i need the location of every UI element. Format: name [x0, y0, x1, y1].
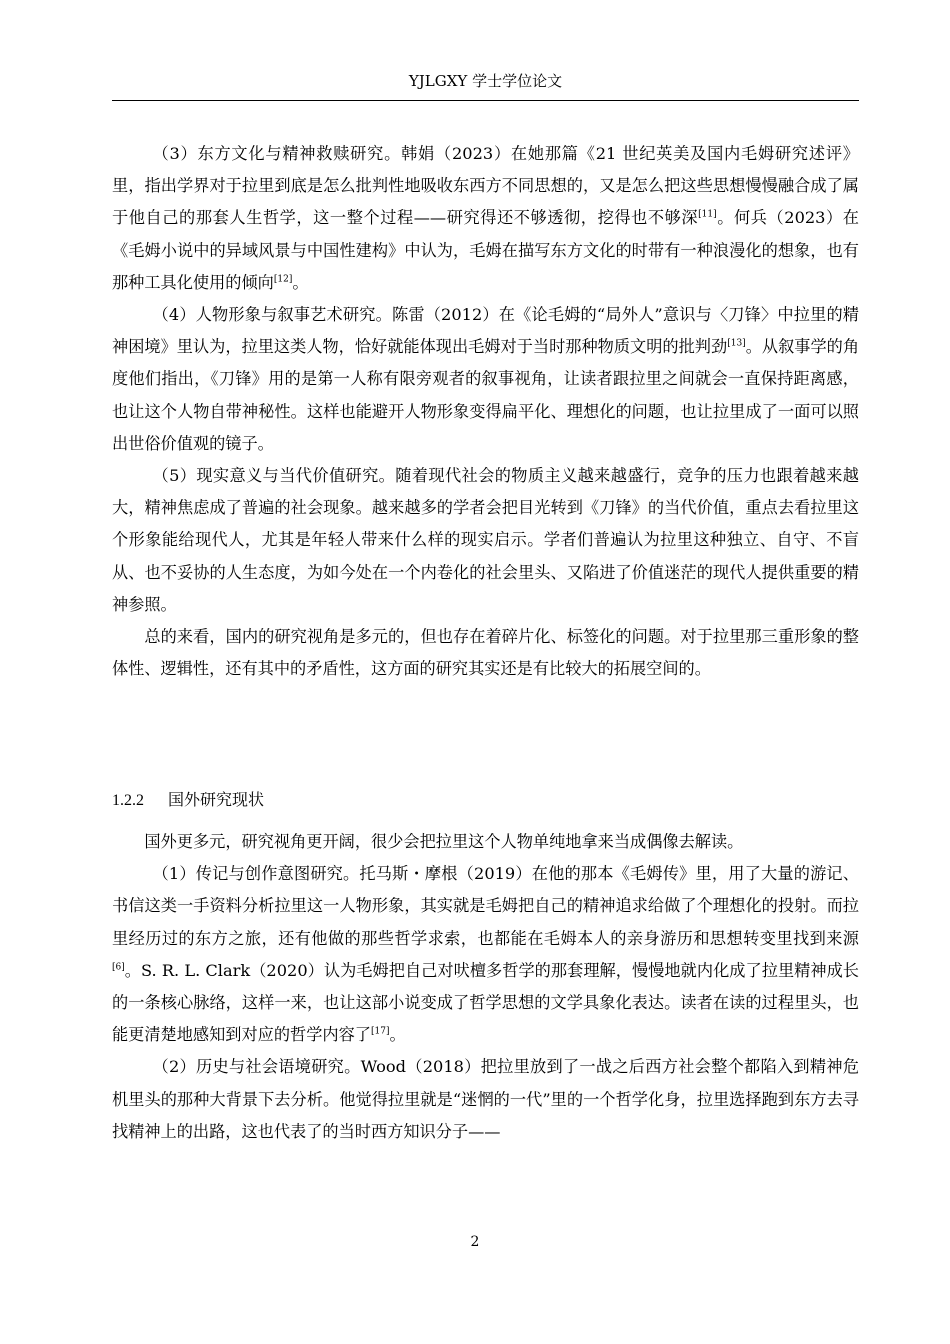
paragraph-historical-context: （2）历史与社会语境研究。Wood（2018）把拉里放到了一战之后西方社会整个都陷入到精神危机里头的那种大背景下去分析。他觉得拉里就是“迷惘的一代”里的一个哲学化身，拉里选择跑到东方去寻找精神上的出路，这也代表了的当时西方知识分子——: [112, 1057, 859, 1141]
citation: [17]: [371, 1026, 390, 1037]
page-number: 2: [470, 1234, 480, 1250]
section-number: 1.2.2: [112, 792, 144, 809]
foreign-research-body: [112, 826, 859, 1148]
paragraph-biography: （1）传记与创作意图研究。托马斯・摩根（2019）在他的那本《毛姆传》里，用了大量的游记、书信这类一手资料分析拉里这一人物形象，其实就是毛姆把自己的精神追求给做了个理想化的投射。而拉里经历过的东方之旅，还有他做的那些哲学求索，也都能在毛姆本人的亲身游历和思想转变里找到来源[6]。S. R. L. Clark（2020）认为毛姆把自己对吠檀多哲学的那套理解，慢慢地就内化成了拉里精神成长的一条核心脉络，这样一来，也让这部小说变成了哲学思想的文学具象化表达。读者在读的过程里头，也能更清楚地感知到对应的哲学内容了[17]。: [112, 864, 859, 1045]
section-heading: [112, 786, 264, 815]
citation: [12]: [273, 274, 293, 285]
citation: [6]: [112, 962, 125, 973]
paragraph-character-narrative: （4）人物形象与叙事艺术研究。陈雷（2012）在《论毛姆的“局外人”意识与〈刀锋〉中拉里的精神困境》里认为，拉里这类人物，恰好就能体现出毛姆对于当时那种物质文明的批判劲[13]。从叙事学的角度他们指出，《刀锋》用的是第一人称有限旁观者的叙事视角，让读者跟拉里之间就会一直保持距离感，也让这个人物自带神秘性。这样也能避开人物形象变得扁平化、理想化的问题，也让拉里成了一面可以照出世俗价值观的镜子。: [112, 305, 860, 453]
domestic-research-body: [112, 138, 859, 685]
header-rule: [112, 100, 859, 101]
page-header: YJLGXY 学士学位论文: [408, 72, 563, 90]
section-title: 国外研究现状: [168, 790, 265, 809]
paragraph-contemporary-value: （5）现实意义与当代价值研究。随着现代社会的物质主义越来越盛行，竞争的压力也跟着越来越大，精神焦虑成了普遍的社会现象。越来越多的学者会把目光转到《刀锋》的当代价值，重点去看拉里这个形象能给现代人，尤其是年轻人带来什么样的现实启示。学者们普遍认为拉里这种独立、自守、不盲从、也不妥协的人生态度，为如今处在一个内卷化的社会里头、又陷进了价值迷茫的现代人提供重要的精神参照。: [112, 466, 859, 614]
paragraph-domestic-summary: 总的来看，国内的研究视角是多元的，但也存在着碎片化、标签化的问题。对于拉里那三重形象的整体性、逻辑性，还有其中的矛盾性，这方面的研究其实还是有比较大的拓展空间的。: [112, 627, 859, 679]
paragraph-east-culture: （3）东方文化与精神救赎研究。韩娟（2023）在她那篇《21 世纪英美及国内毛姆研究述评》里，指出学界对于拉里到底是怎么批判性地吸收东西方不同思想的，又是怎么把这些思想慢慢融合成了属于他自己的那套人生哲学，这一整个过程——研究得还不够透彻，挖得也不够深[11]。何兵（2023）在《毛姆小说中的异域风景与中国性建构》中认为，毛姆在描写东方文化的时带有一种浪漫化的想象，也有那种工具化使用的倾向[12]。: [112, 144, 859, 292]
paragraph-foreign-intro: 国外更多元，研究视角更开阔，很少会把拉里这个人物单纯地拿来当成偶像去解读。: [144, 832, 744, 851]
citation: [13]: [727, 338, 746, 349]
citation: [11]: [698, 210, 717, 221]
